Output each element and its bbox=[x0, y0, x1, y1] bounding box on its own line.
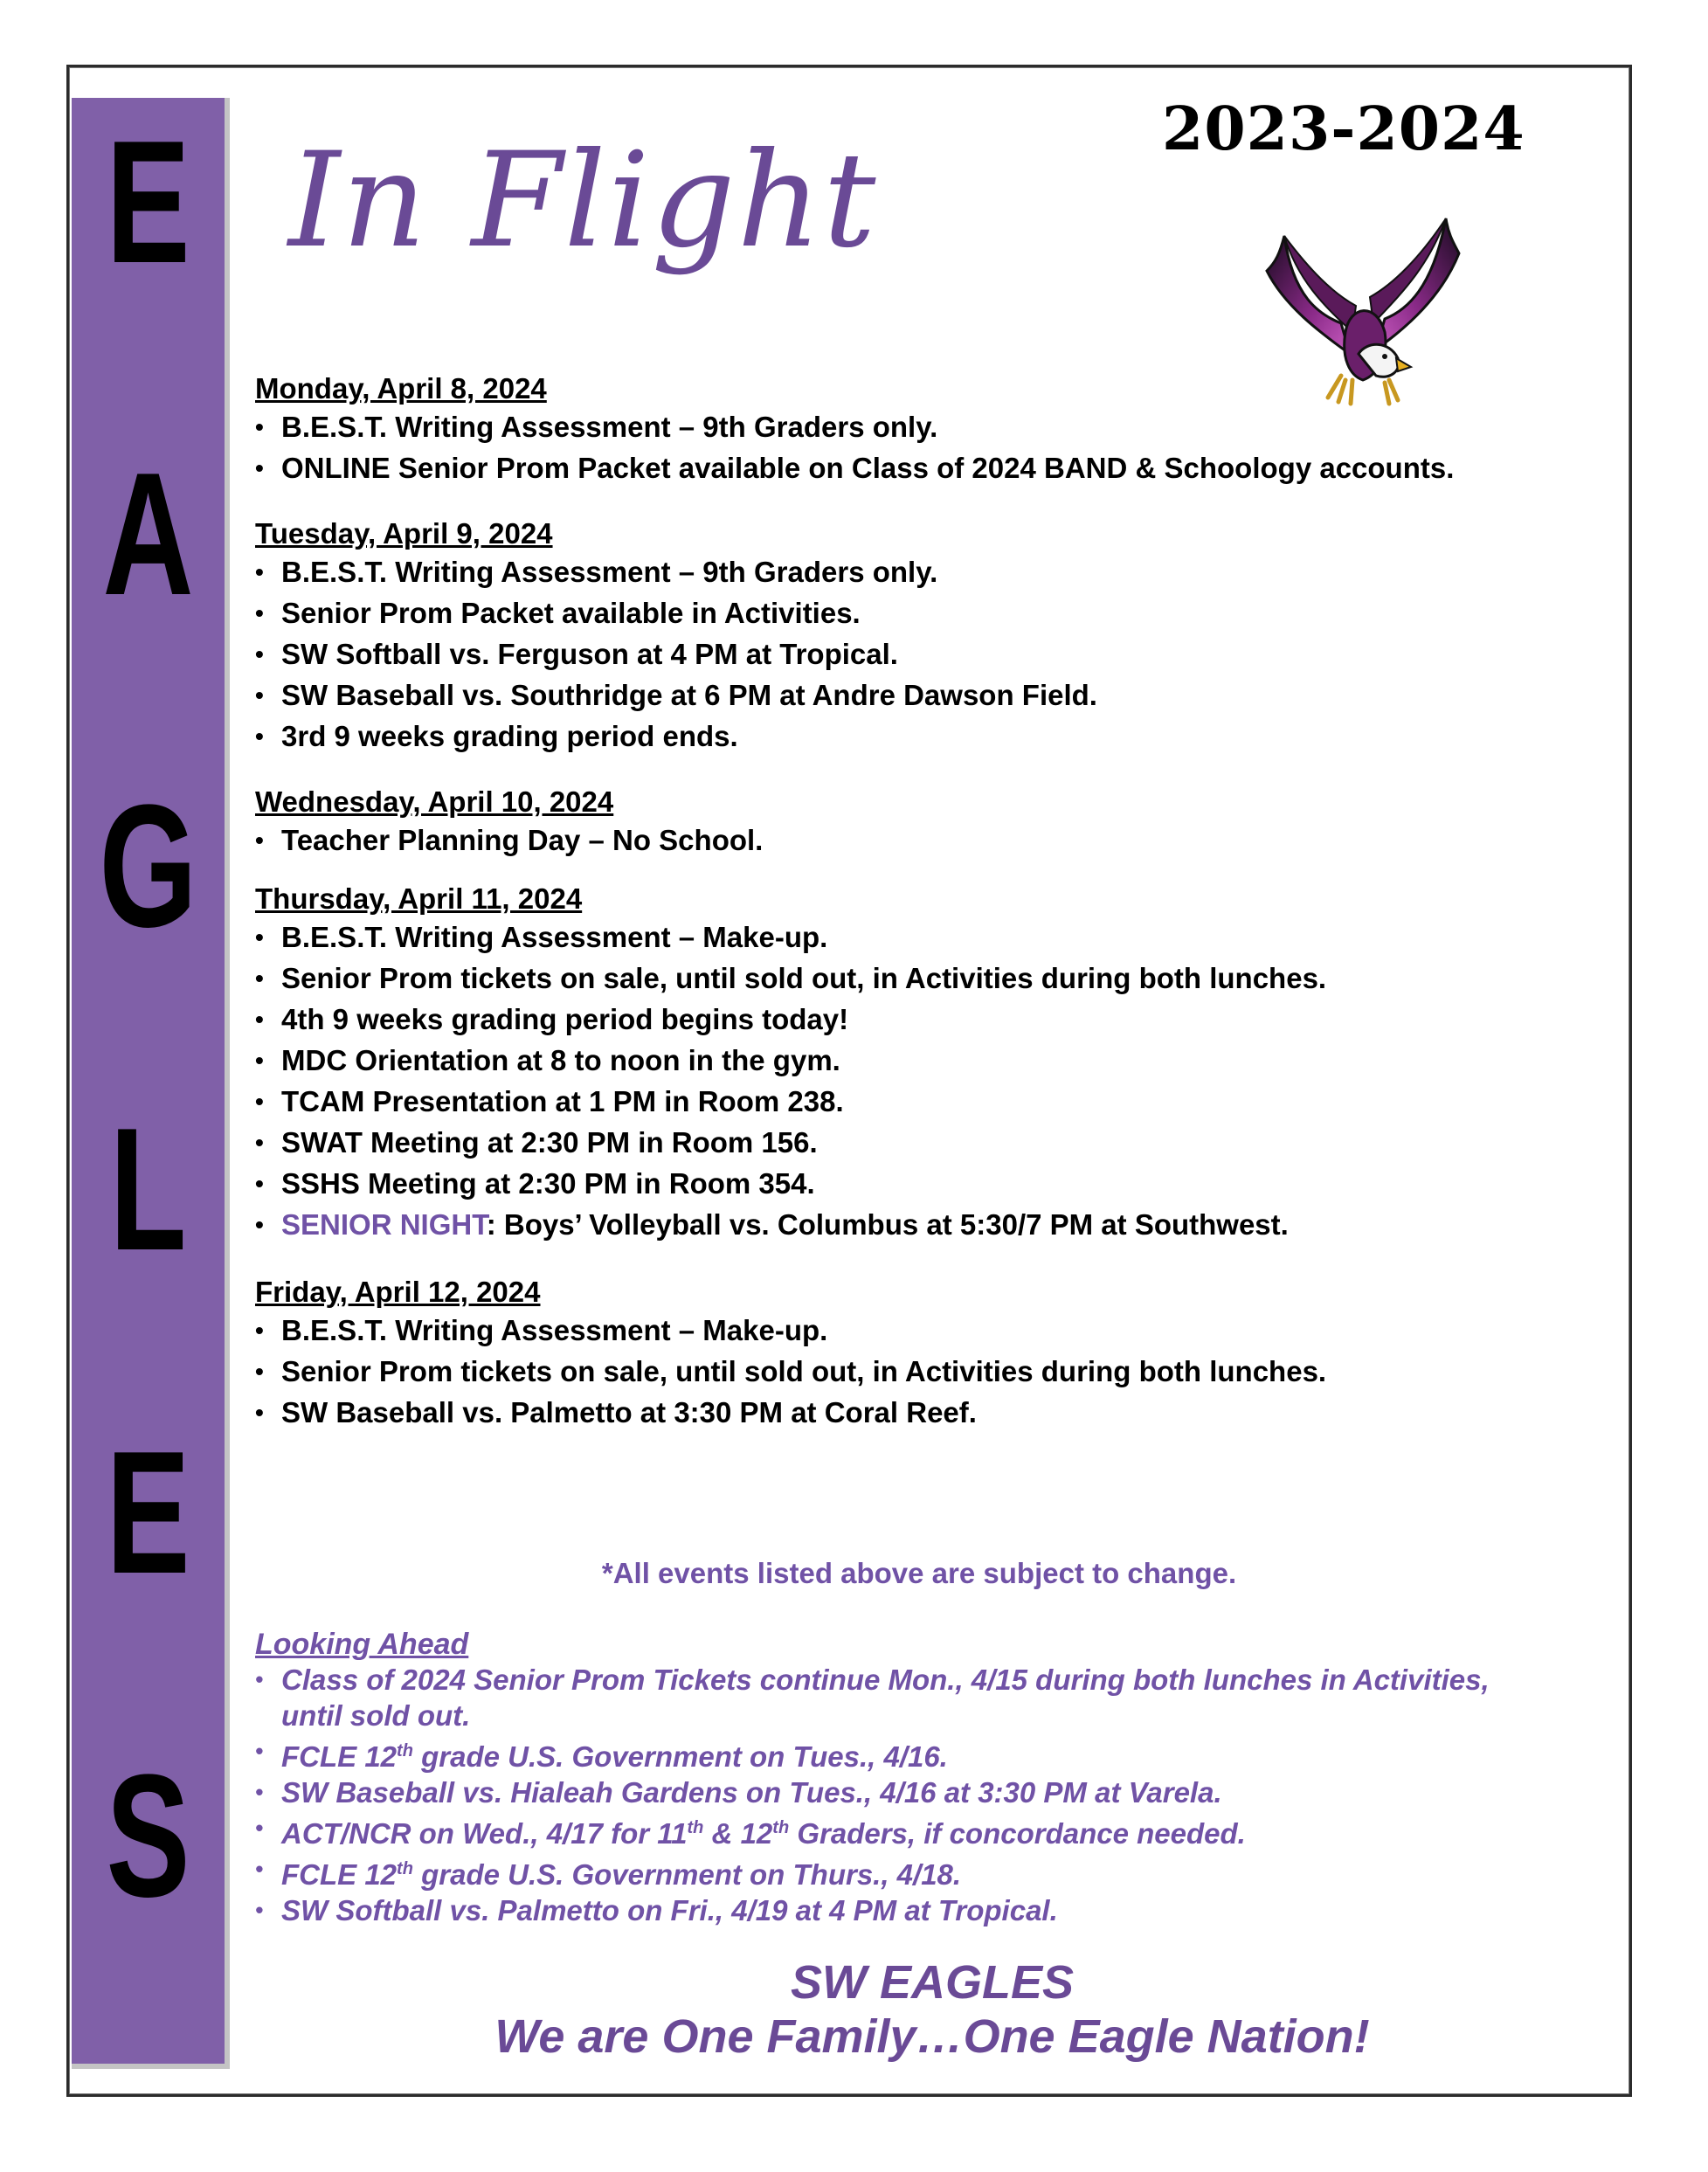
item-sup: th bbox=[687, 1818, 704, 1837]
event-list bbox=[255, 406, 1618, 488]
list-item: • MDC Orientation at 8 to noon in the gym. bbox=[255, 1040, 1618, 1081]
event-list bbox=[255, 551, 1618, 757]
list-item: • B.E.S.T. Writing Assessment – 9th Graders only. bbox=[255, 406, 1618, 447]
day-heading: Wednesday, April 10, 2024 bbox=[255, 785, 614, 818]
day-wednesday bbox=[255, 785, 1618, 861]
weekly-schedule bbox=[255, 371, 1618, 1433]
item-text: ACT/NCR on Wed., 4/17 for 11 bbox=[281, 1817, 688, 1850]
day-heading: Friday, April 12, 2024 bbox=[255, 1276, 541, 1308]
item-text: grade U.S. Government on Thurs., 4/18. bbox=[412, 1858, 962, 1891]
day-monday bbox=[255, 371, 1618, 488]
list-item bbox=[255, 1733, 1618, 1774]
event-list bbox=[255, 917, 1618, 1245]
list-item: • SW Baseball vs. Southridge at 6 PM at Andre Dawson Field. bbox=[255, 674, 1618, 716]
list-item: • ONLINE Senior Prom Packet available on Class of 2024 BAND & Schoology accounts. bbox=[255, 447, 1618, 488]
day-heading: Tuesday, April 9, 2024 bbox=[255, 517, 553, 550]
list-item: • SW Softball vs. Ferguson at 4 PM at Tropical. bbox=[255, 633, 1618, 674]
newsletter-title: In Flight bbox=[288, 125, 878, 277]
item-text: FCLE 12 bbox=[281, 1858, 398, 1891]
item-text: & 12 bbox=[703, 1817, 773, 1850]
item-text: FCLE 12 bbox=[281, 1740, 398, 1773]
day-tuesday bbox=[255, 516, 1618, 757]
list-item bbox=[255, 1662, 1618, 1733]
list-item: • B.E.S.T. Writing Assessment – Make-up. bbox=[255, 1310, 1618, 1351]
banner-letter: G bbox=[99, 769, 197, 964]
list-item: • Teacher Planning Day – No School. bbox=[255, 820, 1618, 861]
looking-ahead-section bbox=[255, 1627, 1618, 1928]
banner-letter: A bbox=[102, 437, 194, 632]
senior-night-text: : Boys’ Volleyball vs. Columbus at 5:30/7 PM at Southwest. bbox=[486, 1208, 1289, 1241]
looking-ahead-heading: Looking Ahead bbox=[255, 1628, 469, 1661]
banner-letter: E bbox=[106, 105, 190, 300]
school-year: 2023-2024 bbox=[1162, 94, 1525, 164]
list-item: • SW Baseball vs. Hialeah Gardens on Tues., 4/16 at 3:30 PM at Varela. bbox=[255, 1774, 1618, 1810]
item-line: Class of 2024 Senior Prom Tickets continue Mon., 4/15 during both lunches in Activities, bbox=[281, 1664, 1490, 1696]
list-item: • Senior Prom Packet available in Activities. bbox=[255, 592, 1618, 633]
list-item: • SW Baseball vs. Palmetto at 3:30 PM at Coral Reef. bbox=[255, 1392, 1618, 1433]
item-sup: th bbox=[397, 1741, 413, 1760]
event-list bbox=[255, 1310, 1618, 1433]
list-item bbox=[255, 1851, 1618, 1892]
change-notice: *All events listed above are subject to change. bbox=[601, 1557, 1237, 1589]
day-thursday bbox=[255, 882, 1618, 1245]
senior-night-label: SENIOR NIGHT bbox=[281, 1208, 487, 1241]
list-item: • 4th 9 weeks grading period begins today! bbox=[255, 999, 1618, 1040]
senior-night-item bbox=[255, 1204, 1618, 1245]
footer-school-name: SW EAGLES bbox=[790, 1956, 1075, 2009]
list-item: • SSHS Meeting at 2:30 PM in Room 354. bbox=[255, 1163, 1618, 1204]
list-item: • SWAT Meeting at 2:30 PM in Room 156. bbox=[255, 1122, 1618, 1163]
item-line: until sold out. bbox=[281, 1699, 471, 1732]
list-item: • Senior Prom tickets on sale, until sold out, in Activities during both lunches. bbox=[255, 958, 1618, 999]
item-sup: th bbox=[397, 1859, 413, 1878]
banner-letter: L bbox=[109, 1092, 187, 1287]
event-list bbox=[255, 820, 1618, 861]
list-item bbox=[255, 1810, 1618, 1851]
day-heading: Monday, April 8, 2024 bbox=[255, 372, 547, 405]
list-item: • 3rd 9 weeks grading period ends. bbox=[255, 716, 1618, 757]
list-item: • Senior Prom tickets on sale, until sold out, in Activities during both lunches. bbox=[255, 1351, 1618, 1392]
banner-letter: E bbox=[106, 1415, 190, 1610]
looking-ahead-list bbox=[255, 1662, 1618, 1928]
list-item: • B.E.S.T. Writing Assessment – 9th Graders only. bbox=[255, 551, 1618, 592]
eagles-vertical-banner bbox=[72, 98, 230, 2069]
item-text: Graders, if concordance needed. bbox=[789, 1817, 1246, 1850]
list-item: • TCAM Presentation at 1 PM in Room 238. bbox=[255, 1081, 1618, 1122]
banner-letter: S bbox=[106, 1739, 190, 1933]
list-item: • B.E.S.T. Writing Assessment – Make-up. bbox=[255, 917, 1618, 958]
day-friday bbox=[255, 1275, 1618, 1433]
item-text: grade U.S. Government on Tues., 4/16. bbox=[412, 1740, 948, 1773]
item-sup: th bbox=[772, 1818, 790, 1837]
list-item: • SW Softball vs. Palmetto on Fri., 4/19 at 4 PM at Tropical. bbox=[255, 1892, 1618, 1928]
day-heading: Thursday, April 11, 2024 bbox=[255, 882, 583, 915]
footer-slogan: We are One Family…One Eagle Nation! bbox=[494, 2010, 1370, 2063]
